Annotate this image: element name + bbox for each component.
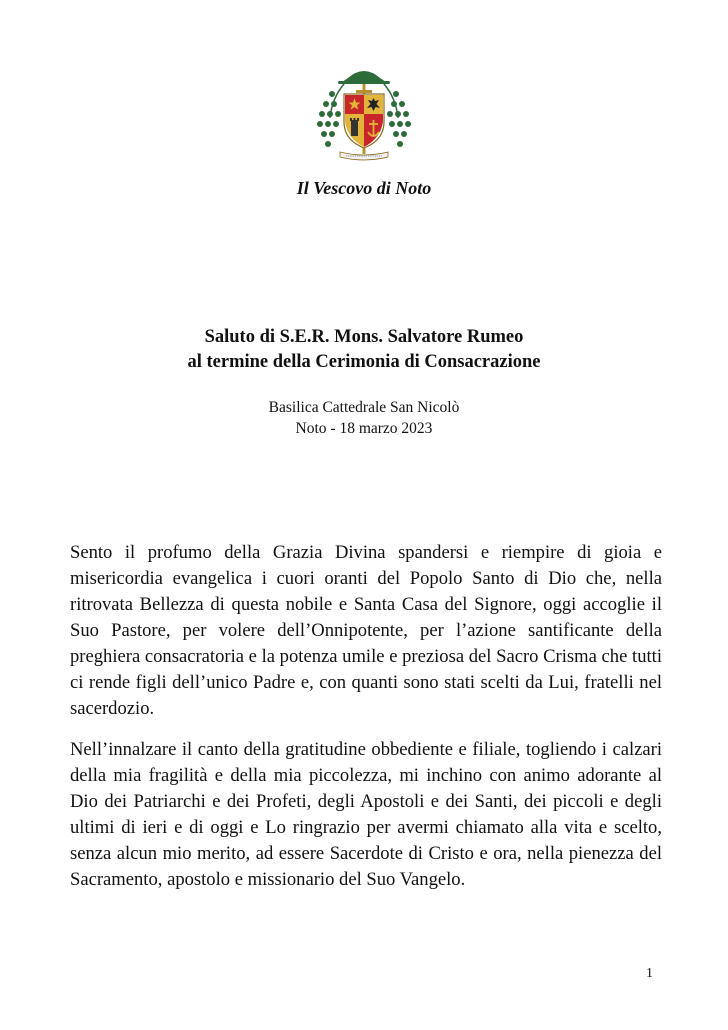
heading-line-1: Saluto di S.E.R. Mons. Salvatore Rumeo [204, 327, 524, 347]
location: Basilica Cattedrale San Nicolò [268, 399, 460, 416]
location-and-date [0, 397, 728, 439]
episcopal-coat-of-arms-icon [314, 58, 414, 162]
bishop-title: Il Vescovo di Noto [296, 178, 432, 198]
paragraph-2: Nell’innalzare il canto della gratitudine obbediente e filiale, togliendo i calzari della mia fragilità e della mia piccolezza, mi inchino con animo adorante al Dio dei Patriarchi e dei Profeti, degli Apostoli e dei Santi, dei piccoli e degli ultimi di ieri e di oggi e Lo ringrazio per avermi chiamato alla vita e scelto, senza alcun mio merito, ad essere Sacerdote di Cristo e ora, nella pienezza del Sacramento, apostolo e missionario del Suo Vangelo. [70, 739, 662, 890]
heading-line-2: al termine della Cerimonia di Consacrazione [187, 352, 541, 372]
paragraph-1: Sento il profumo della Grazia Divina spandersi e riempire di gioia e misericordia evangelica i cuori oranti del Popolo Santo di Dio che, nella ritrovata Bellezza di questa nobile e Santa Casa del Signore, oggi accoglie il Suo Pastore, per volere dell’Onnipotente, per l’azione santificante della preghiera consacratoria e la potenza umile e preziosa del Sacro Crisma che tutti ci rende figli dell’unico Padre e, con quanti sono stati scelti da Lui, fratelli nel sacerdozio. [70, 542, 662, 719]
page-number: 1 [646, 966, 653, 981]
document-heading [0, 325, 728, 375]
date: Noto - 18 marzo 2023 [295, 420, 433, 437]
